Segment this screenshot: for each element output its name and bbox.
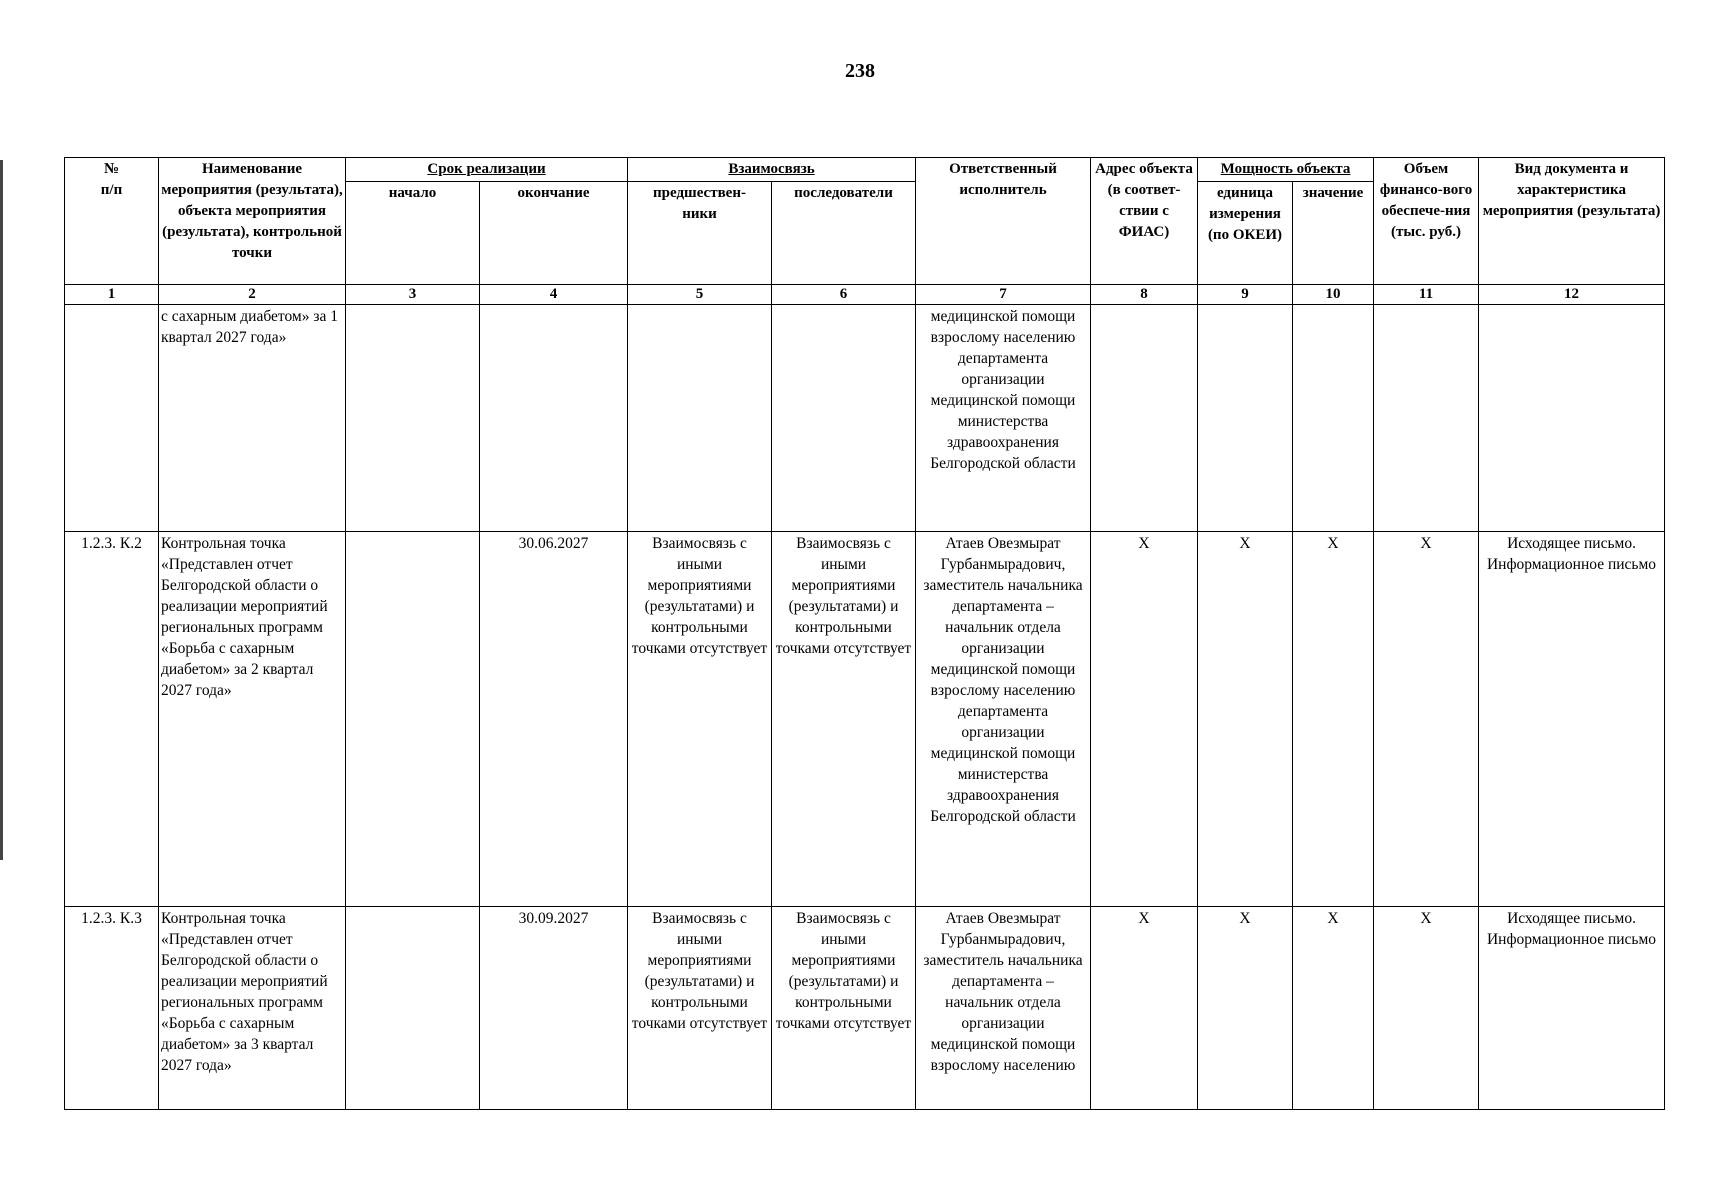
column-number: 9 xyxy=(1198,285,1293,305)
cell-unit xyxy=(1198,305,1293,532)
column-number: 7 xyxy=(916,285,1091,305)
column-number: 10 xyxy=(1293,285,1374,305)
cell-responsible: Атаев Овезмырат Гурбанмырадович, заместитель начальника департамента – начальник отдела организации медицинской помощи взрослому населению департамента организации медицинской помощи министерства здравоохранения Белгородской области xyxy=(916,532,1091,907)
cell-successors: Взаимосвязь с иными мероприятиями (результатами) и контрольными точками отсутствует xyxy=(772,907,916,1110)
header-finance: Объем финансо-вого обеспече-ния (тыс. руб.) xyxy=(1374,158,1479,285)
header-value: значение xyxy=(1293,182,1374,285)
cell-finance: Х xyxy=(1374,532,1479,907)
header-num: № п/п xyxy=(65,158,159,285)
cell-name: Контрольная точка «Представлен отчет Белгородской области о реализации мероприятий региональных программ «Борьба с сахарным диабетом» за 3 квартал 2027 года» xyxy=(159,907,346,1110)
table-row xyxy=(65,907,1665,1110)
cell-unit: Х xyxy=(1198,907,1293,1110)
header-unit: единица измерения (по ОКЕИ) xyxy=(1198,182,1293,285)
header-address: Адрес объекта (в соответ-ствии с ФИАС) xyxy=(1091,158,1198,285)
page-number: 238 xyxy=(845,60,875,82)
column-number: 12 xyxy=(1479,285,1665,305)
cell-num xyxy=(65,305,159,532)
cell-num: 1.2.3. К.2 xyxy=(65,532,159,907)
cell-predecessors: Взаимосвязь с иными мероприятиями (результатами) и контрольными точками отсутствует xyxy=(628,907,772,1110)
cell-address xyxy=(1091,305,1198,532)
header-name: Наименование мероприятия (результата), объекта мероприятия (результата), контрольной точки xyxy=(159,158,346,285)
cell-start xyxy=(346,532,480,907)
cell-value: Х xyxy=(1293,907,1374,1110)
cell-value: Х xyxy=(1293,532,1374,907)
column-number: 4 xyxy=(480,285,628,305)
header-start: начало xyxy=(346,182,480,285)
column-number: 6 xyxy=(772,285,916,305)
header-successors: последователи xyxy=(772,182,916,285)
cell-end: 30.09.2027 xyxy=(480,907,628,1110)
column-number: 11 xyxy=(1374,285,1479,305)
cell-successors: Взаимосвязь с иными мероприятиями (результатами) и контрольными точками отсутствует xyxy=(772,532,916,907)
plan-table xyxy=(64,157,1665,1110)
scan-edge-mark xyxy=(0,160,3,860)
cell-address: Х xyxy=(1091,532,1198,907)
cell-successors xyxy=(772,305,916,532)
column-number: 2 xyxy=(159,285,346,305)
cell-name: с сахарным диабетом» за 1 квартал 2027 года» xyxy=(159,305,346,532)
header-row-1 xyxy=(65,158,1665,182)
header-group-capacity: Мощность объекта xyxy=(1198,158,1374,182)
cell-num: 1.2.3. К.3 xyxy=(65,907,159,1110)
header-end: окончание xyxy=(480,182,628,285)
header-group-term: Срок реализации xyxy=(346,158,628,182)
cell-finance xyxy=(1374,305,1479,532)
column-number-row xyxy=(65,285,1665,305)
column-number: 8 xyxy=(1091,285,1198,305)
cell-end xyxy=(480,305,628,532)
cell-value xyxy=(1293,305,1374,532)
cell-address: Х xyxy=(1091,907,1198,1110)
column-number: 5 xyxy=(628,285,772,305)
cell-doc xyxy=(1479,305,1665,532)
table-row xyxy=(65,305,1665,532)
cell-responsible: Атаев Овезмырат Гурбанмырадович, заместитель начальника департамента – начальник отдела организации медицинской помощи взрослому населению xyxy=(916,907,1091,1110)
header-responsible: Ответственный исполнитель xyxy=(916,158,1091,285)
cell-start xyxy=(346,907,480,1110)
cell-start xyxy=(346,305,480,532)
header-group-relation: Взаимосвязь xyxy=(628,158,916,182)
table-row xyxy=(65,532,1665,907)
cell-end: 30.06.2027 xyxy=(480,532,628,907)
header-doc: Вид документа и характеристика мероприятия (результата) xyxy=(1479,158,1665,285)
cell-responsible: медицинской помощи взрослому населению департамента организации медицинской помощи министерства здравоохранения Белгородской области xyxy=(916,305,1091,532)
cell-name: Контрольная точка «Представлен отчет Белгородской области о реализации мероприятий региональных программ «Борьба с сахарным диабетом» за 2 квартал 2027 года» xyxy=(159,532,346,907)
cell-predecessors xyxy=(628,305,772,532)
header-predecessors: предшествен- ники xyxy=(628,182,772,285)
cell-finance: Х xyxy=(1374,907,1479,1110)
cell-doc: Исходящее письмо. Информационное письмо xyxy=(1479,532,1665,907)
column-number: 3 xyxy=(346,285,480,305)
column-number: 1 xyxy=(65,285,159,305)
cell-unit: Х xyxy=(1198,532,1293,907)
cell-predecessors: Взаимосвязь с иными мероприятиями (результатами) и контрольными точками отсутствует xyxy=(628,532,772,907)
cell-doc: Исходящее письмо. Информационное письмо xyxy=(1479,907,1665,1110)
